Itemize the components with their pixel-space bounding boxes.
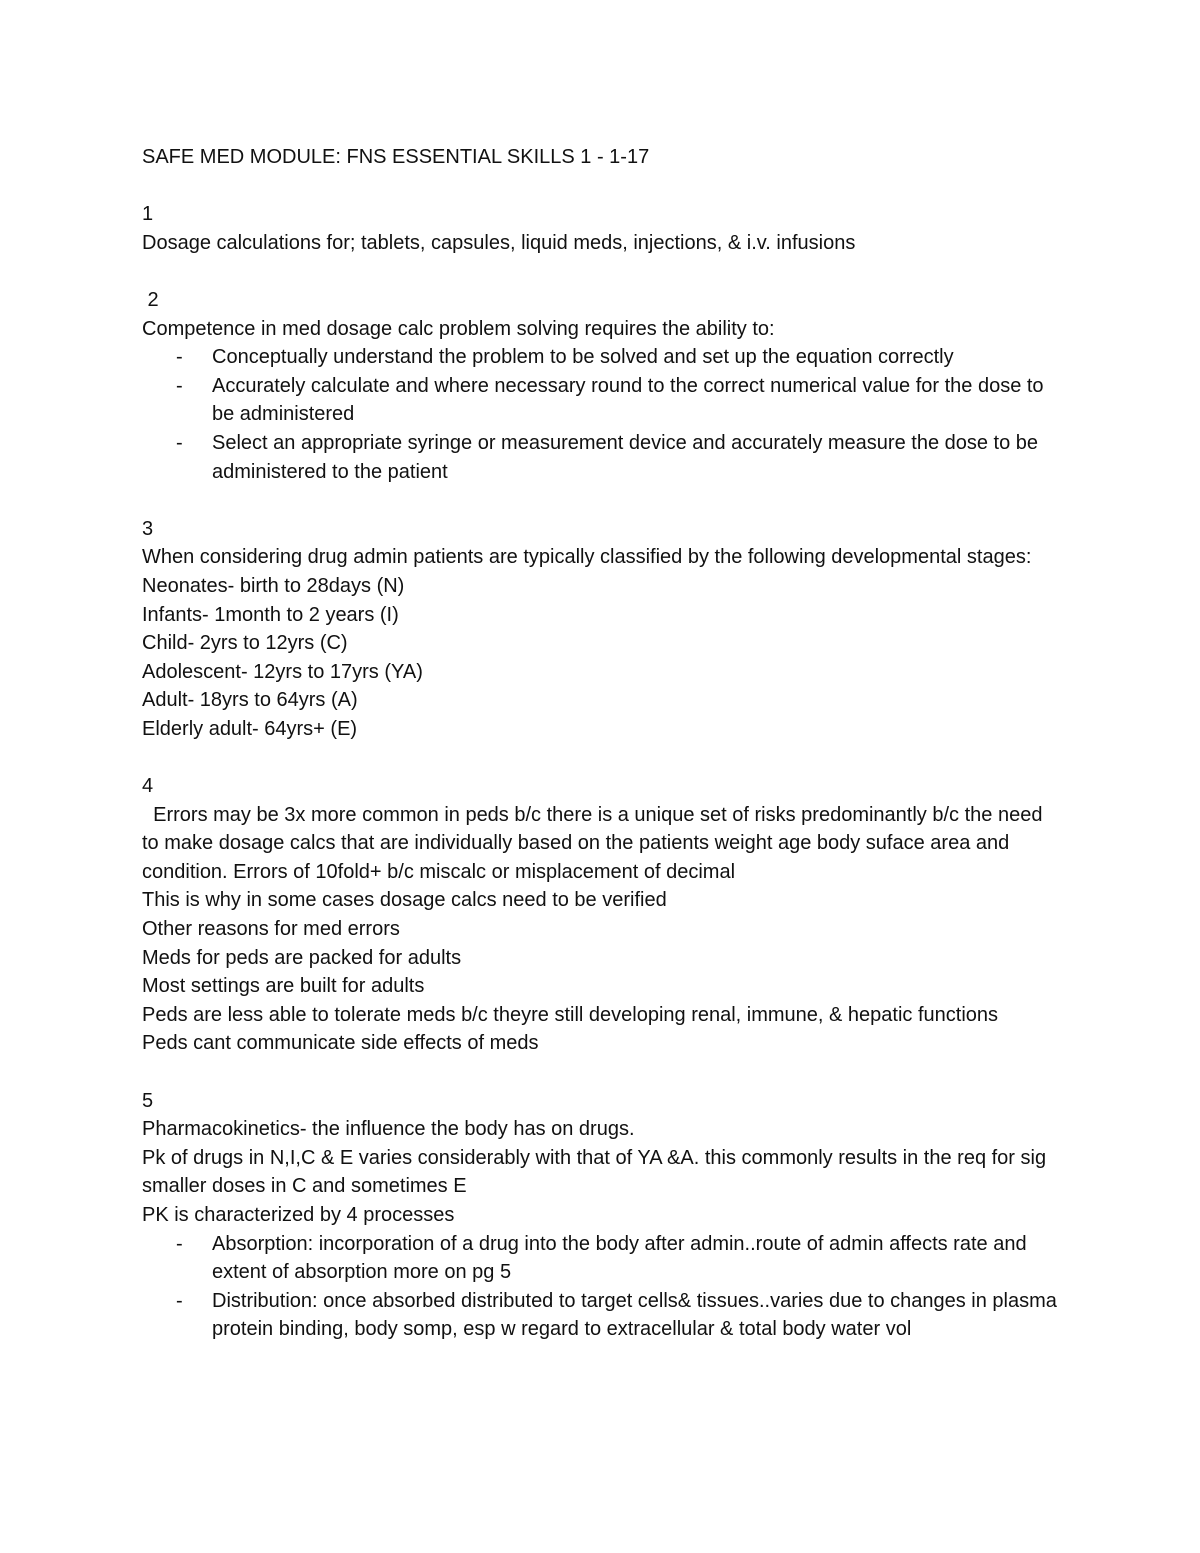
- text-line: Pharmacokinetics- the influence the body has on drugs.: [142, 1118, 635, 1141]
- section-3: [142, 515, 1062, 744]
- bullet-item: [142, 372, 1062, 429]
- text-line: Child- 2yrs to 12yrs (C): [142, 632, 348, 655]
- bullet-dash: -: [176, 1232, 183, 1255]
- bullet-dash: -: [176, 431, 183, 454]
- bullet-dash: -: [176, 374, 183, 397]
- text-line: Errors may be 3x more common in peds b/c there is a unique set of risks predominantly b/c the need to make dosage calcs that are individually based on the patients weight age body suface area and condition. Errors of 10fold+ b/c miscalc or misplacement of decimal: [142, 803, 1049, 883]
- bullet-item: [142, 1230, 1062, 1287]
- bullet-item: [142, 429, 1062, 486]
- section-4: [142, 772, 1062, 1058]
- bullet-text: Distribution: once absorbed distributed to target cells& tissues..varies due to changes in plasma protein binding, body somp, esp w regard to extracellular & total body water vol: [212, 1289, 1057, 1341]
- sections-container: [142, 200, 1062, 1344]
- text-line: Peds cant communicate side effects of meds: [142, 1032, 539, 1055]
- bullet-text: Select an appropriate syringe or measurement device and accurately measure the dose to be administered to the patient: [212, 431, 1039, 483]
- text-line: Elderly adult- 64yrs+ (E): [142, 717, 358, 740]
- section-number: 3: [142, 517, 154, 540]
- bullet-text: Accurately calculate and where necessary round to the correct numerical value for the dose to be administered: [212, 374, 1044, 426]
- text-line: Most settings are built for adults: [142, 975, 425, 998]
- text-line: This is why in some cases dosage calcs need to be verified: [142, 889, 667, 912]
- bullet-dash: -: [176, 1289, 183, 1312]
- text-line: When considering drug admin patients are typically classified by the following developmental stages:: [142, 546, 1032, 569]
- bullet-list: [142, 343, 1062, 486]
- section-5: [142, 1087, 1062, 1344]
- text-line: Neonates- birth to 28days (N): [142, 574, 405, 597]
- bullet-text: Absorption: incorporation of a drug into the body after admin..route of admin affects rate and extent of absorption more on pg 5: [212, 1232, 1027, 1284]
- section-number: 2: [142, 288, 159, 311]
- bullet-list: [142, 1230, 1062, 1344]
- bullet-dash: -: [176, 346, 183, 369]
- text-line: Peds are less able to tolerate meds b/c theyre still developing renal, immune, & hepatic functions: [142, 1003, 999, 1026]
- text-line: Adult- 18yrs to 64yrs (A): [142, 689, 358, 712]
- document-body: [142, 143, 1062, 1344]
- text-line: Dosage calculations for; tablets, capsules, liquid meds, injections, & i.v. infusions: [142, 231, 856, 254]
- bullet-item: [142, 343, 1062, 372]
- text-line: Pk of drugs in N,I,C & E varies considerably with that of YA &A. this commonly results in the req for sig smaller doses in C and sometimes E: [142, 1146, 1052, 1198]
- text-line: Adolescent- 12yrs to 17yrs (YA): [142, 660, 423, 683]
- text-line: Infants- 1month to 2 years (I): [142, 603, 399, 626]
- text-line: PK is characterized by 4 processes: [142, 1203, 455, 1226]
- bullet-item: [142, 1287, 1062, 1344]
- bullet-text: Conceptually understand the problem to be solved and set up the equation correctly: [212, 346, 954, 369]
- document-title: SAFE MED MODULE: FNS ESSENTIAL SKILLS 1 - 1-17: [142, 146, 650, 168]
- text-line: Other reasons for med errors: [142, 918, 400, 941]
- section-number: 5: [142, 1089, 154, 1112]
- section-number: 1: [142, 203, 154, 226]
- section-2: [142, 286, 1062, 486]
- section-number: 4: [142, 775, 154, 798]
- text-line: Competence in med dosage calc problem solving requires the ability to:: [142, 317, 775, 340]
- section-1: [142, 200, 1062, 257]
- text-line: Meds for peds are packed for adults: [142, 946, 462, 969]
